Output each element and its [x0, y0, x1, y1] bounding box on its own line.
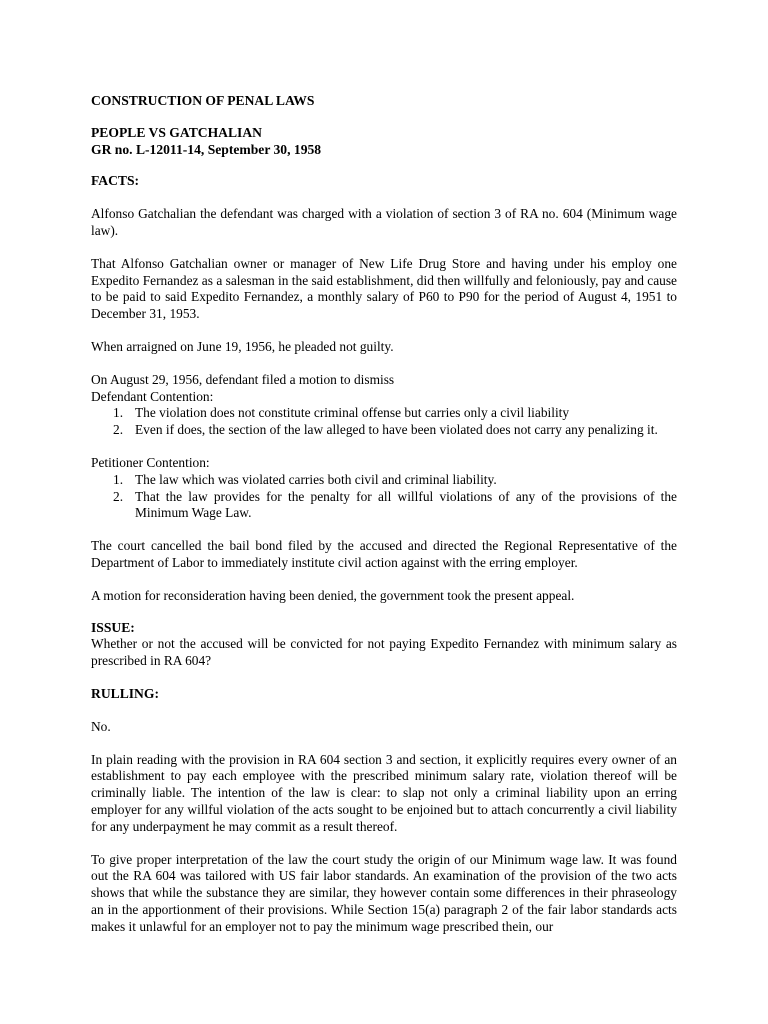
- case-number: GR no. L-12011-14, September 30, 1958: [91, 141, 322, 157]
- petitioner-contention-label: Petitioner Contention:: [91, 454, 210, 470]
- list-item: [91, 422, 677, 439]
- facts-paragraph-4: On August 29, 1956, defendant filed a motion to dismiss: [91, 371, 395, 387]
- issue-text: Whether or not the accused will be convicted for not paying Expedito Fernandez with minimum salary as prescribed in RA 604?: [91, 636, 677, 669]
- list-text: The violation does not constitute criminal offense but carries only a civil liability: [135, 405, 570, 421]
- list-number: 1.: [113, 405, 124, 421]
- list-number: 2.: [113, 422, 124, 438]
- ruling-paragraph-2: To give proper interpretation of the law the court study the origin of our Minimum wage law. It was found out the RA 604 was tailored with US fair labor standards. An examination of the provision of the two acts shows that while the substance they are similar, they however contain some differences in their phraseology an in the apportionment of their provisions. While Section 15(a) paragraph 2 of the fair labor standards acts makes it unlawful for an employer not to pay the minimum wage prescribed thein, our: [91, 851, 677, 934]
- document-page: [91, 93, 677, 935]
- case-title: PEOPLE VS GATCHALIAN: [91, 124, 262, 140]
- ruling-heading: RULLING:: [91, 685, 159, 701]
- defendant-contention-list: [91, 405, 677, 439]
- ruling-short-answer: No.: [91, 718, 111, 734]
- list-item: [91, 472, 677, 489]
- list-item: [91, 405, 677, 422]
- list-item: [91, 489, 677, 523]
- list-number: 1.: [113, 471, 124, 487]
- list-text: That the law provides for the penalty for all willful violations of any of the provisions of the Minimum Wage Law.: [135, 488, 677, 521]
- list-number: 2.: [113, 488, 124, 504]
- facts-paragraph-2: That Alfonso Gatchalian owner or manager of New Life Drug Store and having under his employ one Expedito Fernandez as a salesman in the said establishment, did then willfully and feloniously, pay and cause to be paid to said Expedito Fernandez, a monthly salary of P60 to P90 for the period of August 4, 1951 to December 31, 1953.: [91, 255, 677, 322]
- facts-paragraph-6: A motion for reconsideration having been denied, the government took the present appeal.: [91, 587, 575, 603]
- facts-heading: FACTS:: [91, 173, 140, 189]
- facts-paragraph-1: Alfonso Gatchalian the defendant was charged with a violation of section 3 of RA no. 604 (Minimum wage law).: [91, 206, 677, 238]
- document-heading: CONSTRUCTION OF PENAL LAWS: [91, 93, 315, 108]
- facts-paragraph-3: When arraigned on June 19, 1956, he pleaded not guilty.: [91, 338, 394, 354]
- issue-heading: ISSUE:: [91, 619, 135, 635]
- facts-paragraph-5: The court cancelled the bail bond filed by the accused and directed the Regional Representative of the Department of Labor to immediately institute civil action against with the erring employer.: [91, 538, 677, 570]
- defendant-contention-label: Defendant Contention:: [91, 388, 214, 404]
- petitioner-contention-list: [91, 472, 677, 522]
- list-text: Even if does, the section of the law alleged to have been violated does not carry any penalizing it.: [135, 422, 658, 438]
- list-text: The law which was violated carries both civil and criminal liability.: [135, 471, 497, 487]
- ruling-paragraph-1: In plain reading with the provision in RA 604 section 3 and section, it explicitly requires every owner of an establishment to pay each employee with the prescribed minimum salary rate, violation thereof will be criminally liable. The intention of the law is clear: to slap not only a criminal liability upon an erring employer for any willful violation of the acts sought to be enjoined but to attach concurrently a civil liability for any underpayment he may commit as a result thereof.: [91, 751, 677, 834]
